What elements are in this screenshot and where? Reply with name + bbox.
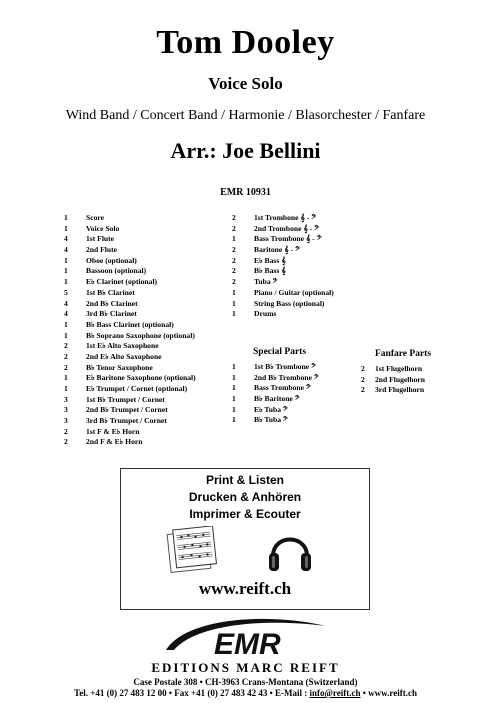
part-row <box>232 213 334 224</box>
part-name: 2nd F & E♭ Horn <box>86 437 143 447</box>
part-name: B♭ Soprano Saxophone (optional) <box>86 330 195 340</box>
part-quantity: 1 <box>64 330 68 340</box>
part-row <box>64 288 196 299</box>
part-name: 1st Trombone 𝄞 - 𝄢 <box>254 213 317 222</box>
parts-list-column-2 <box>232 213 334 320</box>
part-row <box>232 288 334 299</box>
part-name: Score <box>86 213 104 222</box>
fanfare-parts-list <box>361 364 425 396</box>
part-name: 2nd B♭ Trombone 𝄢 <box>254 372 319 382</box>
part-quantity: 1 <box>64 319 68 329</box>
part-quantity: 2 <box>361 374 365 384</box>
part-name: Bass Trombone 𝄞 - 𝄢 <box>254 234 322 244</box>
piece-title: Tom Dooley <box>156 24 335 61</box>
part-quantity: 1 <box>232 404 236 414</box>
emr-logo <box>156 612 336 660</box>
contact-website: • www.reift.ch <box>360 688 417 698</box>
arranger-credit: Arr.: Joe Bellini <box>170 138 321 163</box>
logo-text: EMR <box>214 628 281 660</box>
part-name: Drums <box>254 309 277 319</box>
part-name: Bass Trombone 𝄢 <box>254 383 311 393</box>
part-name: E♭ Bass 𝄞 <box>254 255 286 265</box>
part-name: 1st B♭ Clarinet <box>86 287 135 297</box>
promo-line-print: Print & Listen <box>205 473 284 487</box>
part-name: Tuba 𝄢 <box>254 277 278 287</box>
part-quantity: 1 <box>64 373 68 383</box>
part-name: Bassoon (optional) <box>86 266 147 276</box>
part-quantity: 2 <box>64 437 68 447</box>
part-row <box>64 405 196 416</box>
piece-subtitle: Voice Solo <box>208 74 283 93</box>
part-row <box>64 320 196 331</box>
part-quantity: 1 <box>232 234 236 244</box>
part-row <box>232 234 334 245</box>
part-name: 1st E♭ Alto Saxophone <box>86 341 159 351</box>
part-name: 1st B♭ Trumpet / Cornet <box>86 394 165 404</box>
part-row <box>232 245 334 256</box>
part-row <box>232 224 334 235</box>
part-quantity: 1 <box>232 298 236 308</box>
part-name: Voice Solo <box>86 223 120 233</box>
part-name: 2nd Flute <box>86 245 118 255</box>
part-quantity: 2 <box>232 213 236 222</box>
part-row <box>64 245 196 256</box>
part-row <box>64 224 196 235</box>
part-quantity: 2 <box>232 266 236 276</box>
part-row <box>64 256 196 267</box>
promo-website-link[interactable]: www.reift.ch <box>198 579 292 598</box>
part-row <box>64 384 196 395</box>
part-name: B♭ Tuba 𝄢 <box>254 415 288 425</box>
part-quantity: 2 <box>64 362 68 372</box>
part-quantity: 1 <box>232 362 236 371</box>
part-quantity: 1 <box>64 213 68 222</box>
print-listen-box[interactable] <box>120 468 370 610</box>
part-quantity: 1 <box>64 223 68 233</box>
part-quantity: 2 <box>64 341 68 351</box>
part-row <box>64 427 196 438</box>
part-row <box>232 394 319 405</box>
part-quantity: 1 <box>64 384 68 393</box>
part-row <box>64 266 196 277</box>
part-quantity: 2 <box>232 277 236 287</box>
part-name: 3rd B♭ Trumpet / Cornet <box>86 416 167 426</box>
part-quantity: 2 <box>232 255 236 265</box>
part-row <box>232 405 319 416</box>
contact-phone-fax: Tel. +41 (0) 27 483 12 00 • Fax +41 (0) 27 483 42 43 • E-Mail : <box>74 688 310 698</box>
part-quantity: 3 <box>64 405 68 415</box>
part-quantity: 2 <box>64 351 68 361</box>
part-row <box>64 437 196 448</box>
part-name: B♭ Bass Clarinet (optional) <box>86 319 174 329</box>
part-quantity: 2 <box>64 426 68 436</box>
part-row <box>361 364 425 375</box>
publisher-name: EDITIONS MARC REIFT <box>151 660 340 675</box>
part-quantity: 2 <box>232 245 236 255</box>
part-row <box>232 373 319 384</box>
part-row <box>64 352 196 363</box>
part-row <box>232 362 319 373</box>
part-row <box>64 416 196 427</box>
part-name: B♭ Baritone 𝄢 <box>254 394 300 404</box>
part-name: B♭ Bass 𝄞 <box>254 266 286 276</box>
part-quantity: 2 <box>361 364 365 373</box>
part-name: Piano / Guitar (optional) <box>254 287 334 297</box>
part-name: 3rd B♭ Clarinet <box>86 309 137 319</box>
part-name: E♭ Trumpet / Cornet (optional) <box>86 384 188 393</box>
part-quantity: 1 <box>64 277 68 287</box>
part-quantity: 2 <box>361 385 365 395</box>
fanfare-parts-heading: Fanfare Parts <box>375 349 432 359</box>
part-quantity: 1 <box>232 372 236 382</box>
part-quantity: 3 <box>64 416 68 426</box>
part-name: E♭ Baritone Saxophone (optional) <box>86 373 196 383</box>
part-name: 2nd E♭ Alto Saxophone <box>86 351 162 361</box>
part-name: B♭ Tenor Saxophone <box>86 362 153 372</box>
part-row <box>64 363 196 374</box>
catalog-number: EMR 10931 <box>220 187 271 198</box>
promo-line-drucken: Drucken & Anhören <box>188 490 302 504</box>
part-name: E♭ Tuba 𝄢 <box>254 404 288 414</box>
part-row <box>64 331 196 342</box>
part-row <box>232 299 334 310</box>
part-row <box>232 415 319 426</box>
part-row <box>64 373 196 384</box>
part-row <box>232 309 334 320</box>
part-quantity: 2 <box>232 223 236 233</box>
part-quantity: 1 <box>232 309 236 319</box>
promo-line-imprimer: Imprimer & Ecouter <box>189 507 301 521</box>
part-quantity: 1 <box>232 394 236 404</box>
part-quantity: 1 <box>232 383 236 393</box>
part-name: Oboe (optional) <box>86 255 137 265</box>
part-name: 3rd Flugelhorn <box>375 385 425 395</box>
part-row <box>64 395 196 406</box>
publisher-address: Case Postale 308 • CH-3963 Crans-Montana (Switzerland) <box>133 677 358 687</box>
headphones-icon <box>267 526 313 576</box>
part-row <box>64 277 196 288</box>
part-name: 1st B♭ Trombone 𝄢 <box>254 362 316 371</box>
part-name: 1st F & E♭ Horn <box>86 426 140 436</box>
part-row <box>64 213 196 224</box>
part-quantity: 3 <box>64 394 68 404</box>
part-row <box>232 266 334 277</box>
part-name: 2nd B♭ Clarinet <box>86 298 138 308</box>
part-quantity: 4 <box>64 298 68 308</box>
part-row <box>232 277 334 288</box>
part-row <box>361 385 425 396</box>
part-name: 2nd Trombone 𝄞 - 𝄢 <box>254 223 320 233</box>
part-name: 1st Flugelhorn <box>375 364 423 373</box>
parts-list-column-1 <box>64 213 196 448</box>
part-quantity: 4 <box>64 245 68 255</box>
part-quantity: 5 <box>64 287 68 297</box>
part-quantity: 1 <box>232 287 236 297</box>
special-parts-heading: Special Parts <box>253 347 307 357</box>
part-row <box>64 309 196 320</box>
part-quantity: 1 <box>232 415 236 425</box>
part-name: E♭ Clarinet (optional) <box>86 277 158 287</box>
part-name: String Bass (optional) <box>254 298 325 308</box>
ensemble-list: Wind Band / Concert Band / Harmonie / Blasorchester / Fanfare <box>65 108 426 123</box>
part-quantity: 4 <box>64 309 68 319</box>
contact-email-link[interactable]: info@reift.ch <box>309 688 361 698</box>
sheet-music-icon <box>163 526 223 576</box>
part-name: 1st Flute <box>86 234 115 244</box>
part-name: Baritone 𝄞 - 𝄢 <box>254 245 300 255</box>
part-quantity: 1 <box>64 266 68 276</box>
part-row <box>64 299 196 310</box>
part-row <box>361 375 425 386</box>
part-quantity: 1 <box>64 255 68 265</box>
publisher-contact <box>0 688 491 698</box>
part-row <box>232 383 319 394</box>
part-row <box>64 234 196 245</box>
part-quantity: 4 <box>64 234 68 244</box>
part-name: 2nd Flugelhorn <box>375 374 426 384</box>
part-row <box>64 341 196 352</box>
part-row <box>232 256 334 267</box>
special-parts-list <box>232 362 319 426</box>
part-name: 2nd B♭ Trumpet / Cornet <box>86 405 168 415</box>
